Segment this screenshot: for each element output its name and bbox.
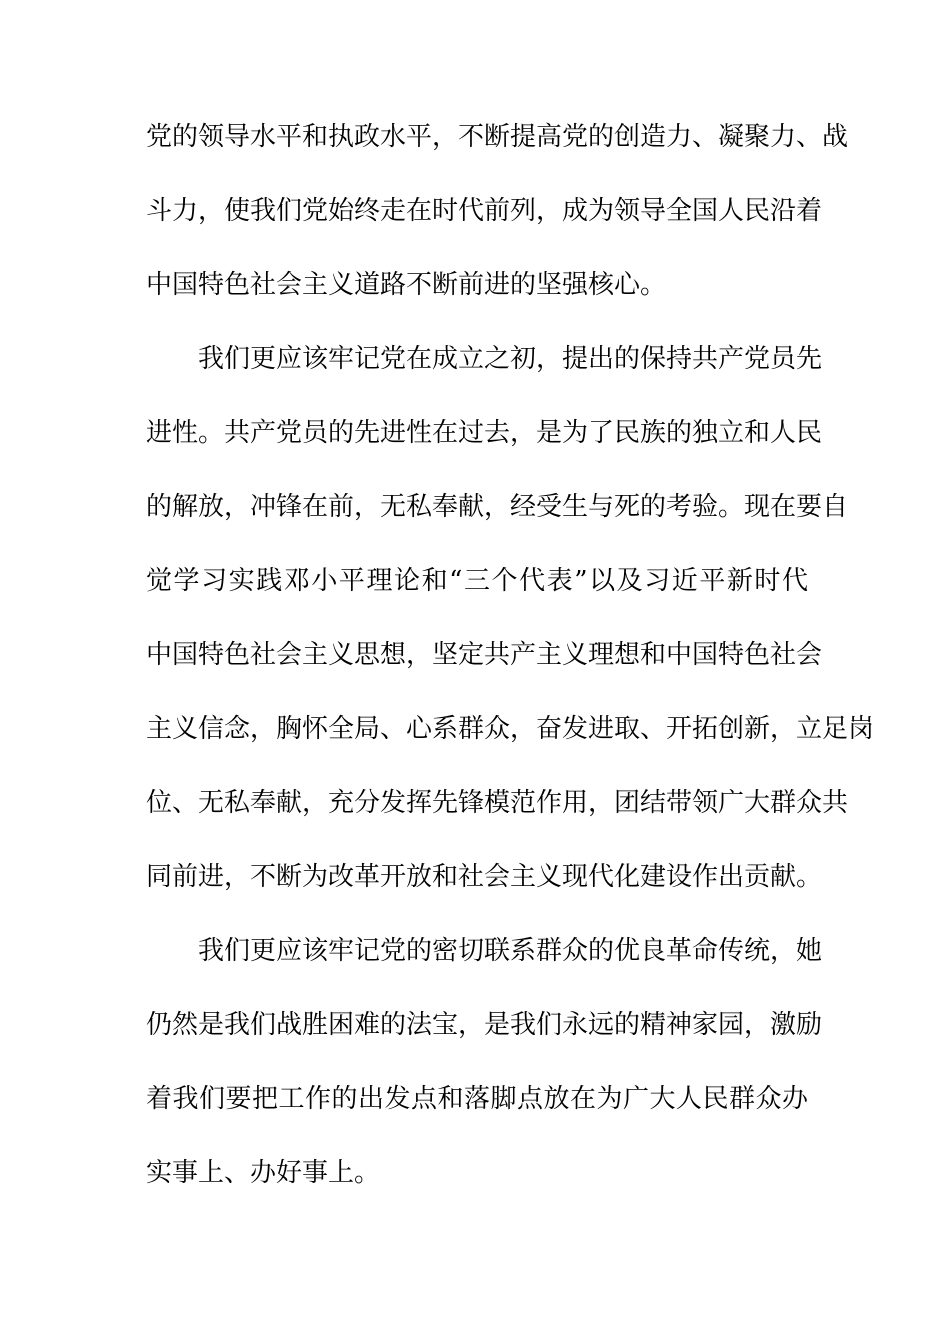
text-line-12: 我们更应该牢记党的密切联系群众的优良革命传统，她 xyxy=(198,936,823,966)
text-line-2: 斗力，使我们党始终走在时代前列，成为领导全国人民沿着 xyxy=(146,196,823,226)
body-text xyxy=(146,122,875,1235)
text-line-7: 觉学习实践邓小平理论和“三个代表”以及习近平新时代 xyxy=(146,566,808,596)
text-line-11: 同前进，不断为改革开放和社会主义现代化建设作出贡献。 xyxy=(146,862,823,892)
text-line-6: 的解放，冲锋在前，无私奉献，经受生与死的考验。现在要自 xyxy=(146,492,849,522)
text-line-14: 着我们要把工作的出发点和落脚点放在为广大人民群众办 xyxy=(146,1084,808,1114)
text-line-10: 位、无私奉献，充分发挥先锋模范作用，团结带领广大群众共 xyxy=(146,788,849,818)
text-line-1: 党的领导水平和执政水平，不断提高党的创造力、凝聚力、战 xyxy=(146,122,849,152)
text-line-8: 中国特色社会主义思想，坚定共产主义理想和中国特色社会 xyxy=(146,640,823,670)
text-line-3: 中国特色社会主义道路不断前进的坚强核心。 xyxy=(146,270,667,300)
text-line-13: 仍然是我们战胜困难的法宝，是我们永远的精神家园，激励 xyxy=(146,1010,823,1040)
text-line-9: 主义信念，胸怀全局、心系群众，奋发进取、开拓创新，立足岗 xyxy=(146,714,875,744)
text-line-5: 进性。共产党员的先进性在过去，是为了民族的独立和人民 xyxy=(146,418,823,448)
text-line-4: 我们更应该牢记党在成立之初，提出的保持共产党员先 xyxy=(198,344,823,374)
text-line-15: 实事上、办好事上。 xyxy=(146,1158,381,1188)
